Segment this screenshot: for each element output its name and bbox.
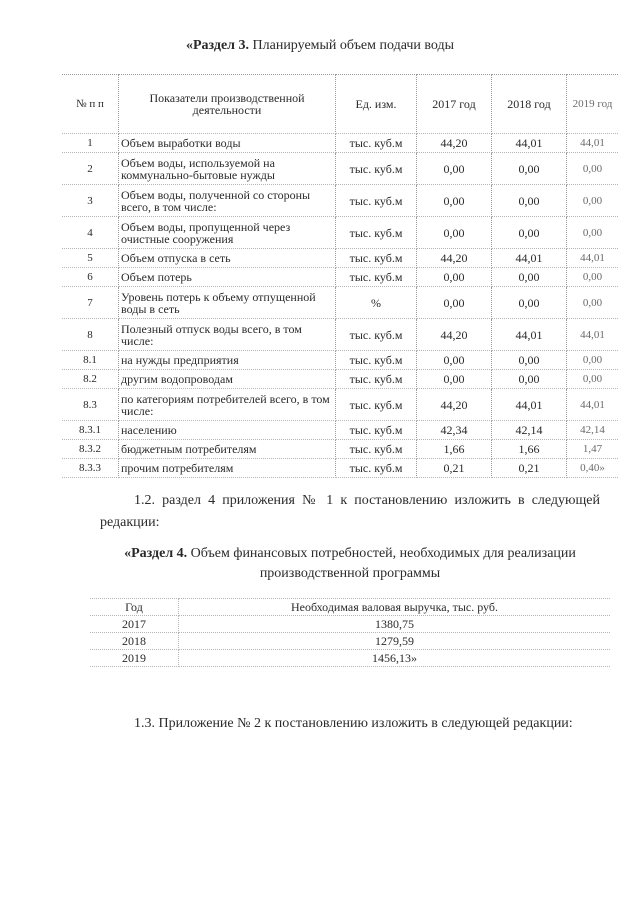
row-value-2017: 0,00 [417, 351, 492, 370]
table-row [62, 287, 618, 319]
row-value-2017: 0,21 [417, 459, 492, 478]
header-2019: 2019 год [567, 75, 619, 134]
section-3-title-text: Планируемый объем подачи воды [249, 38, 455, 53]
row-value-2017: 1,66 [417, 440, 492, 459]
row-value-2017: 0,00 [417, 370, 492, 389]
header-unit: Ед. изм. [336, 75, 417, 134]
paragraph-1-3 [100, 713, 600, 735]
row-value-2017: 42,34 [417, 421, 492, 440]
row-number: 8.3 [62, 389, 119, 421]
row-value-2018: 0,00 [492, 370, 567, 389]
header-revenue: Необходимая валовая выручка, тыс. руб. [179, 599, 611, 616]
row-number: 8.3.3 [62, 459, 119, 478]
row-indicator: Уровень потерь к объему отпущенной воды в сеть [119, 287, 336, 319]
row-value-2018: 0,00 [492, 287, 567, 319]
row-value-2019: 1,47 [567, 440, 619, 459]
row-year: 2018 [90, 633, 179, 650]
financial-needs-table [90, 598, 610, 667]
row-indicator: Полезный отпуск воды всего, в том числе: [119, 319, 336, 351]
table-row [62, 459, 618, 478]
row-number: 5 [62, 249, 119, 268]
row-unit: % [336, 287, 417, 319]
row-unit: тыс. куб.м [336, 319, 417, 351]
row-value-2018: 0,21 [492, 459, 567, 478]
row-number: 8.3.1 [62, 421, 119, 440]
table-row [62, 134, 618, 153]
header-number: № п п [62, 75, 119, 134]
row-indicator: Объем воды, используемой на коммунально-бытовые нужды [119, 153, 336, 185]
row-indicator: прочим потребителям [119, 459, 336, 478]
row-value-2019: 0,00 [567, 217, 619, 249]
section-4-label: «Раздел 4. [124, 546, 188, 561]
row-unit: тыс. куб.м [336, 185, 417, 217]
table-row [62, 268, 618, 287]
header-2017: 2017 год [417, 75, 492, 134]
row-value-2018: 0,00 [492, 268, 567, 287]
row-indicator: Объем потерь [119, 268, 336, 287]
row-value-2018: 44,01 [492, 319, 567, 351]
header-indicator: Показатели производственной деятельности [119, 75, 336, 134]
paragraph-1-3-text: 1.3. Приложение № 2 к постановлению изложить в следующей редакции: [134, 716, 573, 731]
row-value-2018: 1,66 [492, 440, 567, 459]
table-row [62, 440, 618, 459]
table-row [62, 421, 618, 440]
row-unit: тыс. куб.м [336, 421, 417, 440]
row-value-2018: 44,01 [492, 134, 567, 153]
row-indicator: Объем отпуска в сеть [119, 249, 336, 268]
row-value-2019: 44,01 [567, 389, 619, 421]
row-revenue: 1456,13» [179, 650, 611, 667]
paragraph-1-2-text: 1.2. раздел 4 приложения № 1 к постановлению изложить в следующей редакции: [100, 493, 600, 530]
row-value-2019: 0,00 [567, 185, 619, 217]
row-value-2019: 0,00 [567, 268, 619, 287]
row-number: 3 [62, 185, 119, 217]
row-value-2017: 0,00 [417, 153, 492, 185]
table-row [62, 153, 618, 185]
row-value-2017: 0,00 [417, 268, 492, 287]
row-value-2017: 44,20 [417, 389, 492, 421]
section-3-label: «Раздел 3. [185, 38, 250, 53]
row-indicator: по категориям потребителей всего, в том числе: [119, 389, 336, 421]
row-unit: тыс. куб.м [336, 249, 417, 268]
table-row [90, 650, 610, 667]
row-indicator: бюджетным потребителям [119, 440, 336, 459]
table-header-row [62, 75, 618, 134]
row-value-2019: 0,00 [567, 153, 619, 185]
row-value-2017: 0,00 [417, 185, 492, 217]
row-value-2019: 44,01 [567, 249, 619, 268]
table-header-row [90, 599, 610, 616]
section-4-title [90, 544, 610, 584]
row-value-2019: 44,01 [567, 134, 619, 153]
row-number: 1 [62, 134, 119, 153]
row-revenue: 1279,59 [179, 633, 611, 650]
row-number: 7 [62, 287, 119, 319]
table-row [62, 389, 618, 421]
row-unit: тыс. куб.м [336, 370, 417, 389]
row-number: 8.2 [62, 370, 119, 389]
row-value-2017: 44,20 [417, 249, 492, 268]
row-unit: тыс. куб.м [336, 389, 417, 421]
row-value-2019: 0,40» [567, 459, 619, 478]
row-unit: тыс. куб.м [336, 134, 417, 153]
row-indicator: населению [119, 421, 336, 440]
row-value-2018: 0,00 [492, 351, 567, 370]
section-4-title-text: Объем финансовых потребностей, необходимых для реализации производственной программы [187, 546, 576, 581]
row-value-2018: 0,00 [492, 217, 567, 249]
row-value-2017: 0,00 [417, 287, 492, 319]
row-unit: тыс. куб.м [336, 217, 417, 249]
table-row [62, 351, 618, 370]
row-indicator: Объем воды, пропущенной через очистные сооружения [119, 217, 336, 249]
row-unit: тыс. куб.м [336, 459, 417, 478]
row-number: 8.3.2 [62, 440, 119, 459]
header-2018: 2018 год [492, 75, 567, 134]
table-row [62, 249, 618, 268]
row-indicator: на нужды предприятия [119, 351, 336, 370]
row-unit: тыс. куб.м [336, 351, 417, 370]
row-value-2019: 42,14 [567, 421, 619, 440]
table-row [90, 633, 610, 650]
table-row [62, 217, 618, 249]
row-year: 2019 [90, 650, 179, 667]
section-3-title [0, 38, 640, 54]
row-value-2017: 44,20 [417, 134, 492, 153]
row-indicator: другим водопроводам [119, 370, 336, 389]
row-value-2019: 44,01 [567, 319, 619, 351]
row-indicator: Объем воды, полученной со стороны всего, в том числе: [119, 185, 336, 217]
table-row [62, 319, 618, 351]
row-year: 2017 [90, 616, 179, 633]
water-supply-table [62, 74, 618, 478]
row-value-2019: 0,00 [567, 287, 619, 319]
row-value-2018: 0,00 [492, 153, 567, 185]
row-number: 4 [62, 217, 119, 249]
row-unit: тыс. куб.м [336, 268, 417, 287]
row-unit: тыс. куб.м [336, 153, 417, 185]
row-value-2019: 0,00 [567, 351, 619, 370]
table-row [62, 185, 618, 217]
row-value-2019: 0,00 [567, 370, 619, 389]
paragraph-1-2 [100, 490, 600, 534]
table-row [90, 616, 610, 633]
row-unit: тыс. куб.м [336, 440, 417, 459]
row-revenue: 1380,75 [179, 616, 611, 633]
row-indicator: Объем выработки воды [119, 134, 336, 153]
table-row [62, 370, 618, 389]
row-value-2018: 42,14 [492, 421, 567, 440]
row-number: 8.1 [62, 351, 119, 370]
row-value-2018: 0,00 [492, 185, 567, 217]
row-value-2018: 44,01 [492, 389, 567, 421]
row-value-2017: 0,00 [417, 217, 492, 249]
row-number: 2 [62, 153, 119, 185]
row-number: 8 [62, 319, 119, 351]
row-value-2017: 44,20 [417, 319, 492, 351]
row-value-2018: 44,01 [492, 249, 567, 268]
header-year: Год [90, 599, 179, 616]
row-number: 6 [62, 268, 119, 287]
